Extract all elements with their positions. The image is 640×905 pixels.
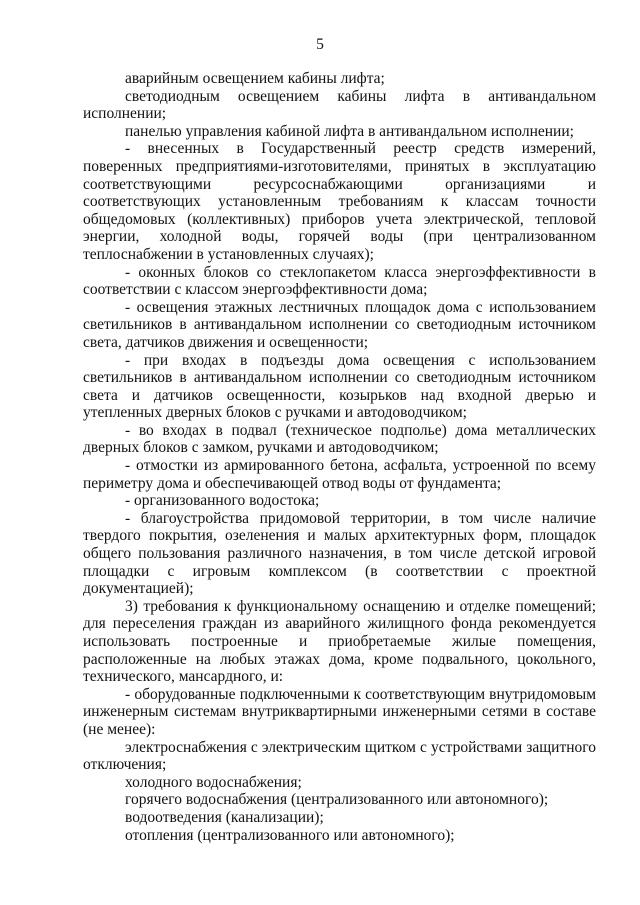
paragraph-drainage: - организованного водостока; [125, 492, 320, 510]
paragraph-requirements-3: 3) требования к функциональному оснащению и отделке помещений; для переселения граждан из аварийного жилищного фонда рекомендуется использовать построенные и приобретаемые жилые помещения, расположенные на любых этажах дома, кроме подвального, цокольного, технического, мансардного, и: [83, 597, 596, 686]
paragraph-entrance-lighting: - при входах в подъезды дома освещения с использованием светильников в антивандальном исполнении со светодиодным источником света и датчиков освещенности, козырьков над входной дверью и утепленных дверных блоков с ручками и автодоводчиком; [83, 351, 596, 422]
paragraph-metering-devices: - внесенных в Государственный реестр средств измерений, поверенных предприятиями-изготовителями, принятых в эксплуатацию соответствующими ресурсоснабжающими организациями и соответствующих установленным требованиям к классам точности общедомовых (коллективных) приборов учета электрической, тепловой энергии, холодной воды, горячей воды (при централизованном теплоснабжении в установленных случаях); [83, 140, 596, 263]
paragraph-landscaping: - благоустройства придомовой территории, в том числе наличие твердого покрытия, озеленения и малых архитектурных форм, площадок общего пользования различного назначения, в том числе детской игровой площадки с игровым комплексом (в соответствии с проектной документацией); [83, 509, 596, 598]
paragraph-sewerage: водоотведения (канализации); [125, 808, 324, 826]
paragraph-stairwell-lighting: - освещения этажных лестничных площадок дома с использованием светильников в антивандальном исполнении со светодиодным источником света, датчиков движения и освещенности; [83, 298, 596, 351]
paragraph-heating: отопления (централизованного или автономного); [125, 826, 455, 844]
paragraph-blind-area: - отмостки из армированного бетона, асфальта, устроенной по всему периметру дома и обеспечивающей отвод воды от фундамента; [83, 457, 596, 492]
paragraph-electricity: электроснабжения с электрическим щитком с устройствами защитного отключения; [83, 738, 596, 774]
paragraph-control-panel: панелью управления кабиной лифта в антивандальном исполнении; [125, 122, 574, 140]
paragraph-basement-doors: - во входах в подвал (техническое подполье) дома металлических дверных блоков с замком, ручками и автодоводчиком; [83, 421, 596, 457]
paragraph-cold-water: холодного водоснабжения; [125, 773, 302, 791]
paragraph-window-blocks: - оконных блоков со стеклопакетом класса энергоэффективности в соответствии с классом энергоэффективности дома; [83, 263, 596, 299]
paragraph-led-lighting: светодиодным освещением кабины лифта в антивандальном исполнении; [83, 87, 596, 123]
paragraph-emergency-lighting: аварийным освещением кабины лифта; [125, 70, 385, 87]
paragraph-hot-water: горячего водоснабжения (централизованного или автономного); [125, 791, 549, 809]
page-number: 5 [316, 36, 324, 53]
paragraph-engineering-networks: - оборудованные подключенными к соответствующим внутридомовым инженерным системам внутриквартирными инженерными сетями в составе (не менее): [83, 685, 596, 738]
document-body [83, 70, 596, 844]
